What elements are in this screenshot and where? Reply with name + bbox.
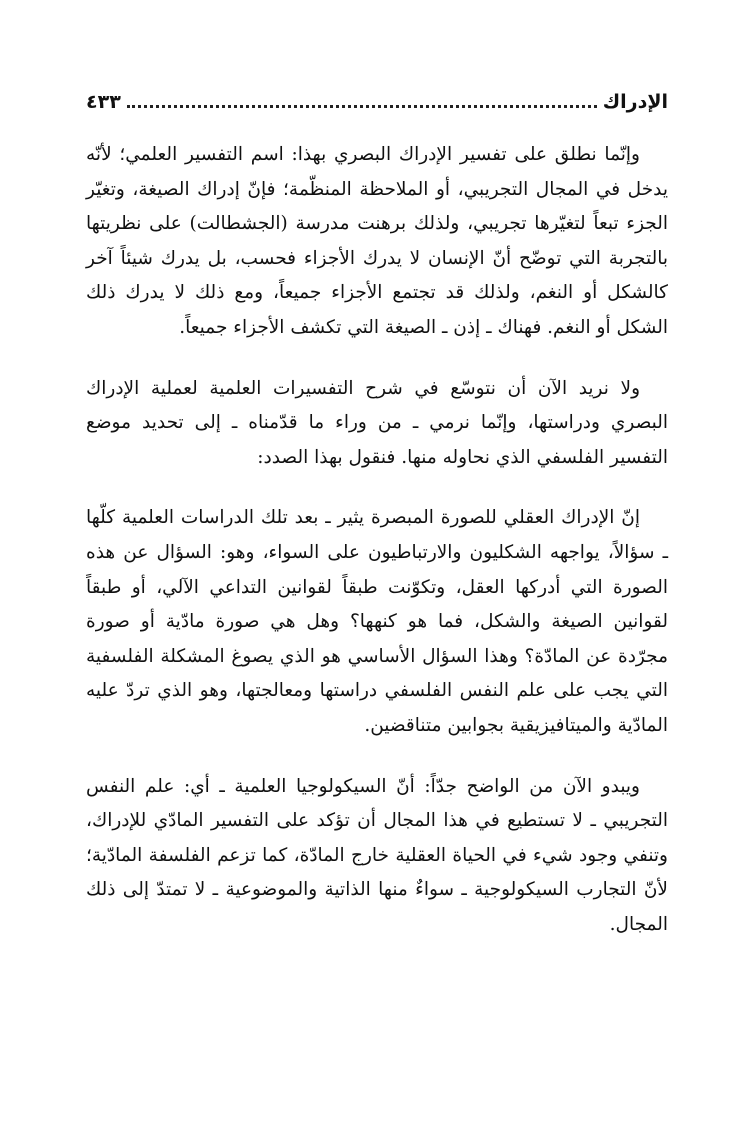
paragraph: ولا نريد الآن أن نتوسّع في شرح التفسيرات العلمية لعملية الإدراك البصري ودراستها، وإنّما نرمي ـ من وراء ما قدّمناه ـ إلى تحديد موضع التفسير الفلسفي الذي نحاوله منها. فنقول بهذا الصدد: xyxy=(86,377,668,468)
body-text xyxy=(86,138,668,942)
page-number: ٤٣٣ xyxy=(86,91,121,113)
paragraph: إنّ الإدراك العقلي للصورة المبصرة يثير ـ بعد تلك الدراسات العلمية كلّها ـ سؤالاً، يواجهه الشكليون والارتباطيون على السواء، وهو: السؤال عن هذه الصورة التي أدركها العقل، وتكوّنت طبقاً لقوانين التداعي الآلي، أو طبقاً لقوانين الصيغة والشكل، فما هو كنهها؟ وهل هي صورة مادّية أو صورة مجرّدة عن المادّة؟ وهذا السؤال الأساسي هو الذي يصوغ المشكلة الفلسفية التي يجب على علم النفس الفلسفي دراستها ومعالجتها، وهو الذي تردّ عليه المادّية والميتافيزيقية بجوابين متناقضين. xyxy=(86,507,668,736)
paragraph: وإنّما نطلق على تفسير الإدراك البصري بهذا: اسم التفسير العلمي؛ لأنّه يدخل في المجال التجريبي، أو الملاحظة المنظّمة؛ فإنّ إدراك الصيغة، وتغيّر الجزء تبعاً لتغيّرها تجريبي، ولذلك برهنت مدرسة (الجشطالت) على نظريتها بالتجربة التي توضّح أنّ الإنسان لا يدرك الأجزاء فحسب، بل يدرك شيئاً آخر كالشكل أو النغم، ولذلك قد تجتمع الأجزاء جميعاً، ومع ذلك لا يدرك ذلك الشكل أو النغم. فهناك ـ إذن ـ الصيغة التي تكشف الأجزاء جميعاً. xyxy=(86,144,668,338)
paragraph: ويبدو الآن من الواضح جدّاً: أنّ السيكولوجيا العلمية ـ أي: علم النفس التجريبي ـ لا تستطيع في هذا المجال أن تؤكد على التفسير المادّي للإدراك، وتنفي وجود شيء في الحياة العقلية خارج المادّة، كما تزعم الفلسفة المادّية؛ لأنّ التجارب السيكولوجية ـ سواءٌ منها الذاتية والموضوعية ـ لا تمتدّ إلى ذلك المجال. xyxy=(86,775,668,935)
page-header xyxy=(86,84,668,112)
dotted-leader xyxy=(127,105,597,108)
running-title: الإدراك xyxy=(602,91,668,113)
